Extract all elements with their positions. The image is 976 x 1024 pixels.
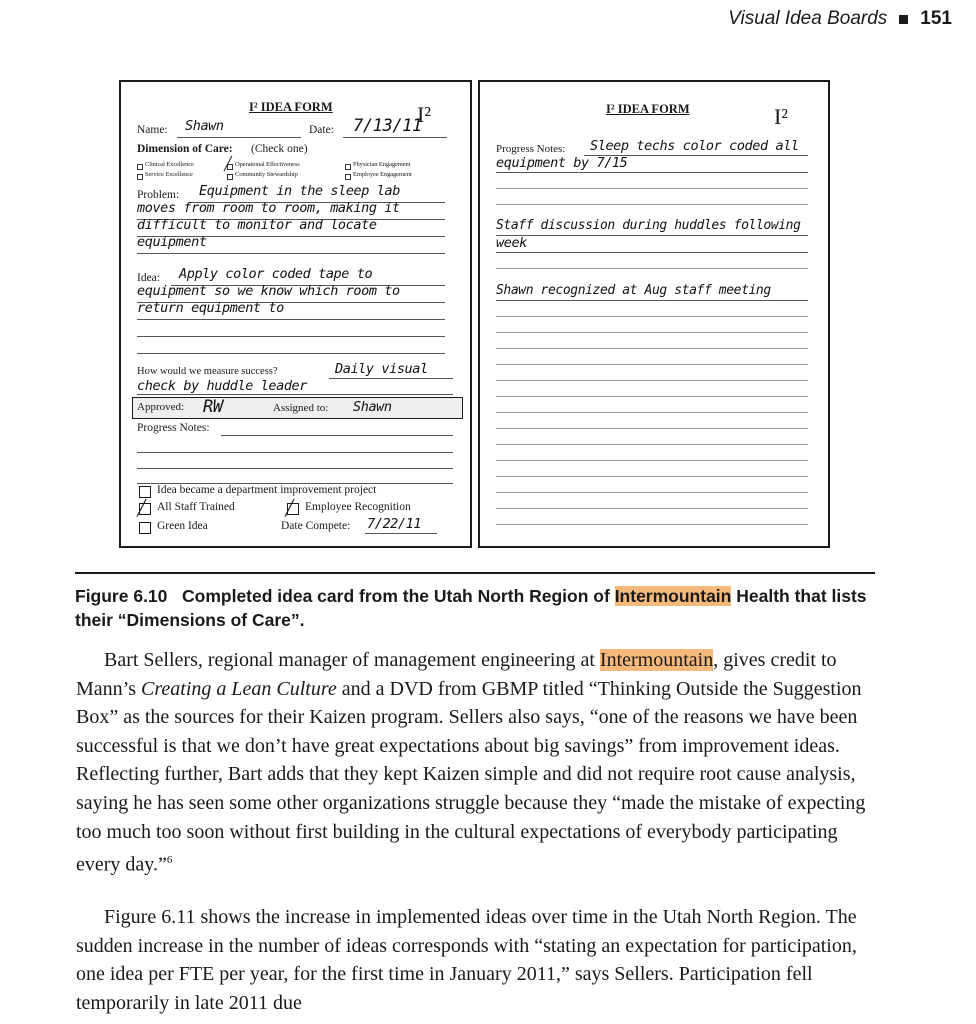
writing-line bbox=[496, 492, 808, 493]
measure-line: Daily visual bbox=[335, 361, 428, 377]
date-value: 7/13/11 bbox=[353, 116, 422, 136]
writing-line bbox=[365, 533, 437, 534]
writing-line bbox=[496, 444, 808, 445]
writing-line bbox=[137, 319, 445, 320]
progress-note: Shawn recognized at Aug staff meeting bbox=[496, 283, 771, 298]
progress-note: Staff discussion during huddles following bbox=[496, 218, 801, 233]
paragraph-text: , gives credit to Mann’s bbox=[76, 649, 837, 700]
writing-line bbox=[496, 204, 808, 205]
checkbox-community bbox=[227, 174, 233, 180]
form-title: I² IDEA FORM bbox=[606, 102, 690, 116]
progress-notes-label: Progress Notes: bbox=[496, 143, 566, 155]
check-trained-label: All Staff Trained bbox=[157, 501, 235, 513]
progress-note: Sleep techs color coded all bbox=[590, 138, 799, 154]
paragraph-text: Bart Sellers, regional manager of management engineering at bbox=[104, 649, 600, 671]
i2-logo: I² bbox=[774, 104, 788, 129]
dimension-service: Service Excellence bbox=[145, 171, 193, 178]
dimension-community: Community Stewardship bbox=[235, 171, 298, 178]
running-head-title: Visual Idea Boards bbox=[728, 8, 888, 29]
form-title: I² IDEA FORM bbox=[249, 100, 333, 114]
caption-text: Completed idea card from the Utah North Region of bbox=[182, 586, 610, 606]
progress-notes-label: Progress Notes: bbox=[137, 422, 210, 434]
name-line bbox=[177, 137, 301, 138]
problem-line: moves from room to room, making it bbox=[137, 200, 400, 216]
checkbox-employee bbox=[345, 174, 351, 180]
writing-line bbox=[496, 188, 808, 189]
writing-line bbox=[496, 428, 808, 429]
idea-form-right bbox=[478, 80, 830, 548]
check-mark-icon: ╱ bbox=[137, 501, 147, 517]
dimension-hint: (Check one) bbox=[251, 143, 308, 155]
writing-line bbox=[496, 268, 808, 269]
problem-line: Equipment in the sleep lab bbox=[199, 183, 400, 199]
idea-line: equipment so we know which room to bbox=[137, 283, 400, 299]
writing-line bbox=[496, 460, 808, 461]
date-line bbox=[343, 137, 447, 138]
writing-line bbox=[496, 316, 808, 317]
page-number: 151 bbox=[920, 8, 952, 29]
writing-line bbox=[496, 348, 808, 349]
checkbox-physician bbox=[345, 164, 351, 170]
idea-line: return equipment to bbox=[137, 300, 284, 316]
progress-note: week bbox=[496, 235, 527, 251]
book-title: Creating a Lean Culture bbox=[141, 677, 337, 700]
progress-note: equipment by 7/15 bbox=[496, 155, 628, 171]
checkbox-dept-project bbox=[139, 486, 151, 498]
approved-value: RW bbox=[203, 397, 223, 417]
checkbox-green-idea bbox=[139, 522, 151, 534]
date-complete-value: 7/22/11 bbox=[367, 516, 422, 532]
check-mark-icon: ╱ bbox=[285, 501, 295, 517]
check-mark-icon: ╱ bbox=[224, 156, 232, 171]
idea-label: Idea: bbox=[137, 272, 160, 284]
body-paragraph bbox=[76, 646, 876, 879]
checkbox-service bbox=[137, 174, 143, 180]
writing-line bbox=[137, 353, 445, 354]
measure-line: check by huddle leader bbox=[137, 378, 308, 394]
footnote-marker[interactable]: 6 bbox=[166, 854, 173, 867]
problem-line: difficult to monitor and locate bbox=[137, 217, 377, 233]
approval-box bbox=[132, 397, 463, 419]
writing-line bbox=[496, 524, 808, 525]
running-head bbox=[728, 8, 952, 30]
caption-text: Health that lists their “Dimensions of Care”. bbox=[75, 586, 867, 630]
writing-line bbox=[221, 435, 453, 436]
writing-line bbox=[496, 172, 808, 173]
writing-line bbox=[496, 364, 808, 365]
square-bullet-icon bbox=[899, 15, 908, 24]
writing-line bbox=[496, 508, 808, 509]
problem-line: equipment bbox=[137, 234, 207, 250]
writing-line bbox=[329, 378, 453, 379]
writing-line bbox=[137, 452, 453, 453]
name-label: Name: bbox=[137, 124, 168, 136]
check-dept-label: Idea became a department improvement project bbox=[157, 484, 377, 496]
writing-line bbox=[137, 253, 445, 254]
figure-caption bbox=[75, 584, 875, 632]
figure-divider bbox=[75, 572, 875, 574]
writing-line bbox=[496, 380, 808, 381]
problem-label: Problem: bbox=[137, 189, 180, 201]
i2-logo: I² bbox=[417, 102, 431, 127]
date-label: Date: bbox=[309, 124, 334, 136]
date-complete-label: Date Compete: bbox=[281, 520, 351, 532]
dimension-label: Dimension of Care: bbox=[137, 143, 233, 155]
paragraph-text: and a DVD from GBMP titled “Thinking Outside the Suggestion Box” as the sources for their Kaizen program. Sellers also says, “one of the reasons we have been successful is that we don’t have great expectations about big savings” from improvement ideas. Reflecting further, Bart adds that they kept Kaizen simple and did not require root cause analysis, saying he has seen some other organizations struggle because they “made the mistake of expecting too much too soon without first building in the cultural expectations of everybody participating every day.” bbox=[76, 677, 866, 876]
writing-line bbox=[496, 412, 808, 413]
writing-line bbox=[137, 394, 453, 395]
writing-line bbox=[496, 476, 808, 477]
measure-label: How would we measure success? bbox=[137, 366, 278, 377]
dimension-employee: Employee Engagement bbox=[353, 171, 412, 178]
check-recognition-label: Employee Recognition bbox=[305, 501, 411, 513]
writing-line bbox=[496, 300, 808, 301]
check-green-label: Green Idea bbox=[157, 520, 208, 532]
writing-line bbox=[496, 235, 808, 236]
checkbox-clinical bbox=[137, 164, 143, 170]
assigned-label: Assigned to: bbox=[273, 402, 329, 414]
figure-label: Figure 6.10 bbox=[75, 586, 168, 606]
idea-line: Apply color coded tape to bbox=[179, 266, 373, 282]
writing-line bbox=[496, 332, 808, 333]
writing-line bbox=[496, 396, 808, 397]
body-paragraph: Figure 6.11 shows the increase in implemented ideas over time in the Utah North Region. The sudden increase in the number of ideas corresponds with “stating an expectation for participation, one idea per FTE per year, for the first time in January 2011,” says Sellers. Participation fell temporarily in late 2011 due bbox=[76, 906, 857, 1014]
idea-form-left bbox=[119, 80, 472, 548]
dimension-physician: Physician Engagement bbox=[353, 161, 411, 168]
writing-line bbox=[137, 336, 445, 337]
writing-line bbox=[137, 468, 453, 469]
name-value: Shawn bbox=[185, 118, 224, 134]
highlighted-text: Intermountain bbox=[599, 649, 714, 671]
writing-line bbox=[496, 252, 808, 253]
dimension-clinical: Clinical Excellence bbox=[145, 161, 194, 168]
approved-label: Approved: bbox=[137, 401, 185, 413]
assigned-value: Shawn bbox=[353, 399, 392, 415]
dimension-operational: Operational Effectiveness bbox=[235, 161, 300, 168]
highlighted-text: Intermountain bbox=[614, 586, 732, 606]
